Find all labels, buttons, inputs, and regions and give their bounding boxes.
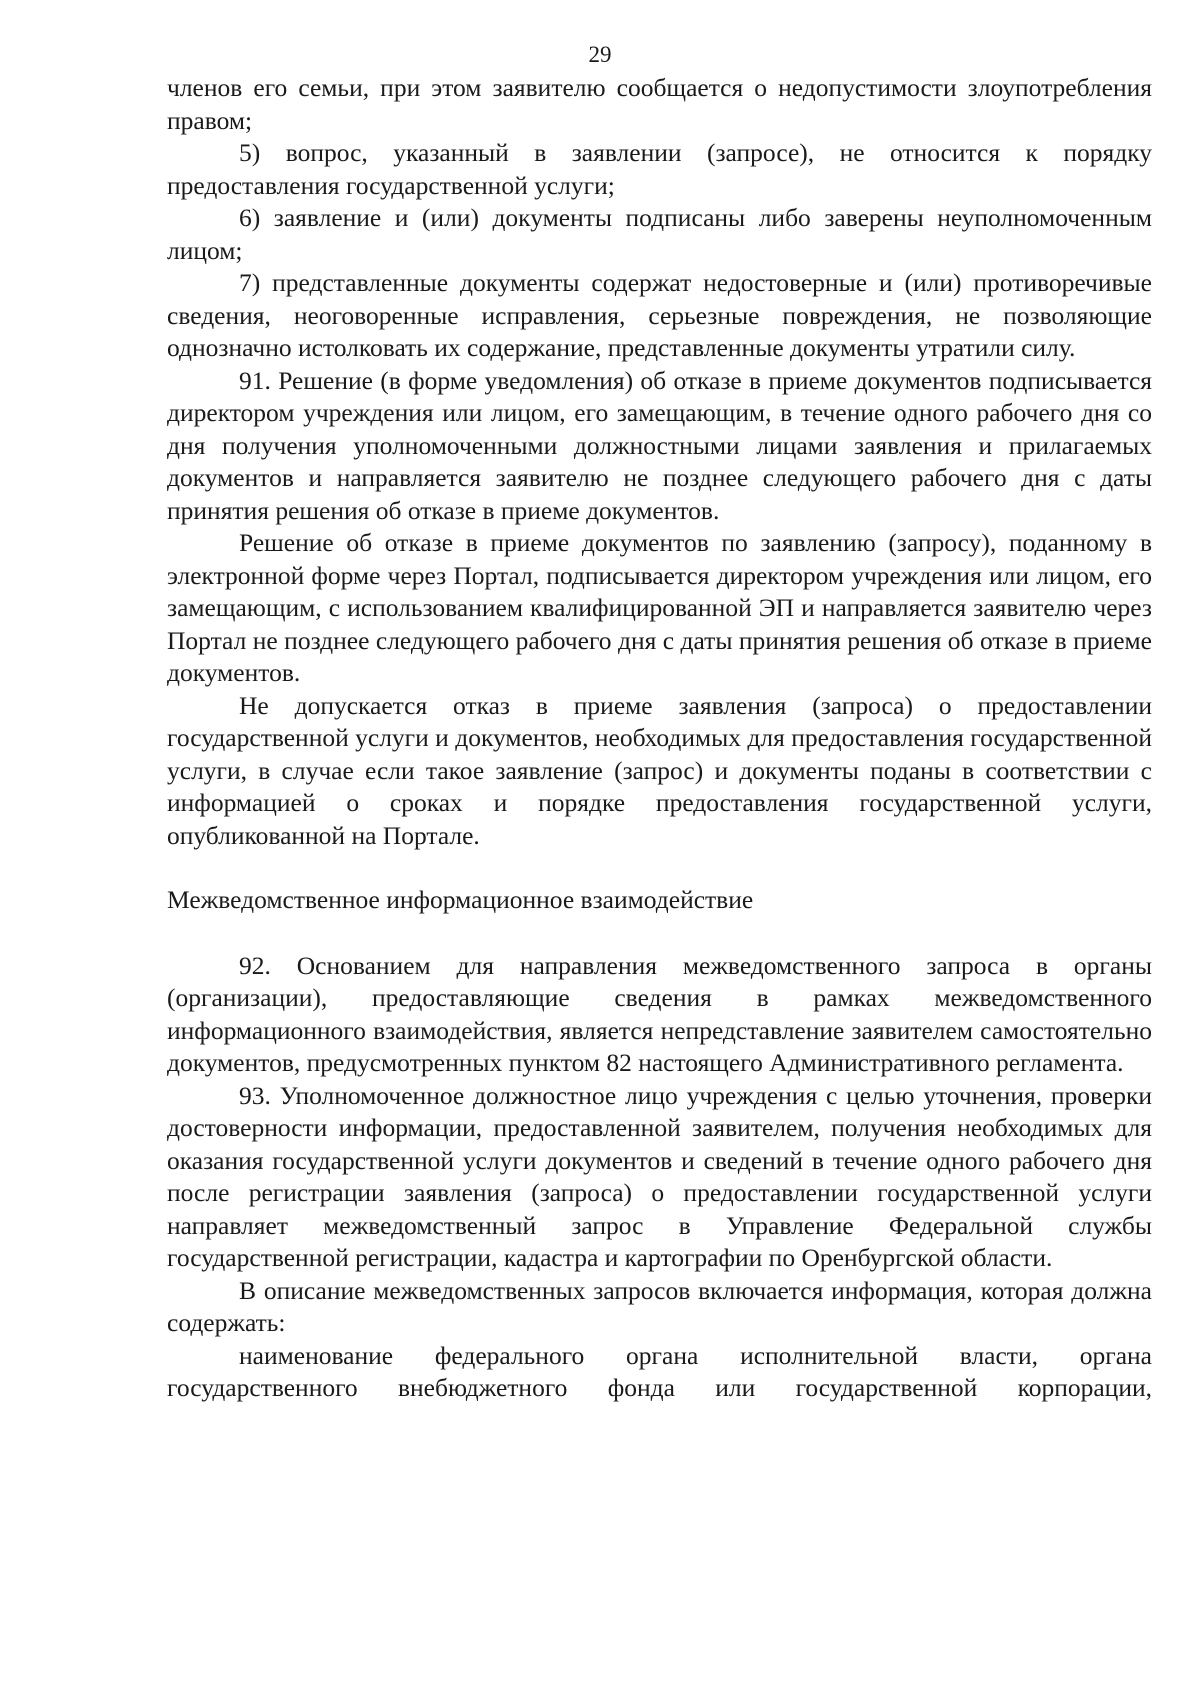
paragraph: В описание межведомственных запросов включается информация, которая должна содержать: xyxy=(167,1275,1152,1337)
paragraph: 91. Решение (в форме уведомления) об отказе в приеме документов подписывается директором учреждения или лицом, его замещающим, в течение одного рабочего дня со дня получения уполномоченными должностными лицами заявления и прилагаемых документов и направляется заявителю не позднее следующего рабочего дня с даты принятия решения об отказе в приеме документов. xyxy=(167,365,1152,525)
paragraph: 6) заявление и (или) документы подписаны либо заверены неуполномоченным лицом; xyxy=(167,203,1152,265)
paragraph-group-top xyxy=(167,72,1152,852)
paragraph: 92. Основанием для направления межведомственного запроса в органы (организации), предоставляющие сведения в рамках межведомственного информационного взаимодействия, является непредставление заявителем самостоятельно документов, предусмотренных пунктом 82 настоящего Административного регламента. xyxy=(167,950,1152,1077)
paragraph: 93. Уполномоченное должностное лицо учреждения с целью уточнения, проверки достоверности информации, предоставленной заявителем, получения необходимых для оказания государственной услуги документов и сведений в течение одного рабочего дня после регистрации заявления (запроса) о предоставлении государственной услуги направляет межведомственный запрос в Управление Федеральной службы государственной регистрации, кадастра и картографии по Оренбургской области. xyxy=(167,1080,1152,1272)
paragraph: 7) представленные документы содержат недостоверные и (или) противоречивые сведения, неоговоренные исправления, серьезные повреждения, не позволяющие однозначно истолковать их содержание, представленные документы утратили силу. xyxy=(167,268,1152,362)
document-body xyxy=(167,72,1152,1405)
paragraph: членов его семьи, при этом заявителю сообщается о недопустимости злоупотребления правом; xyxy=(167,73,1152,135)
paragraph: Не допускается отказ в приеме заявления (запроса) о предоставлении государственной услуги и документов, необходимых для предоставления государственной услуги, в случае если такое заявление (запрос) и документы поданы в соответствии с информацией о сроках и порядке предоставления государственной услуги, опубликованной на Портале. xyxy=(167,690,1152,850)
paragraph: 5) вопрос, указанный в заявлении (запросе), не относится к порядку предоставления государственной услуги; xyxy=(167,138,1152,200)
paragraph: наименование федерального органа исполнительной власти, органа государственного внебюджетного фонда или государственной корпорации, xyxy=(167,1340,1152,1402)
paragraph: Решение об отказе в приеме документов по заявлению (запросу), поданному в электронной форме через Портал, подписывается директором учреждения или лицом, его замещающим, с использованием квалифицированной ЭП и направляется заявителю через Портал не позднее следующего рабочего дня с даты принятия решения об отказе в приеме документов. xyxy=(167,528,1152,687)
section-heading: Межведомственное информационное взаимодействие xyxy=(167,885,754,914)
page-number: 29 xyxy=(588,42,612,67)
paragraph-group-bottom xyxy=(167,950,1152,1405)
